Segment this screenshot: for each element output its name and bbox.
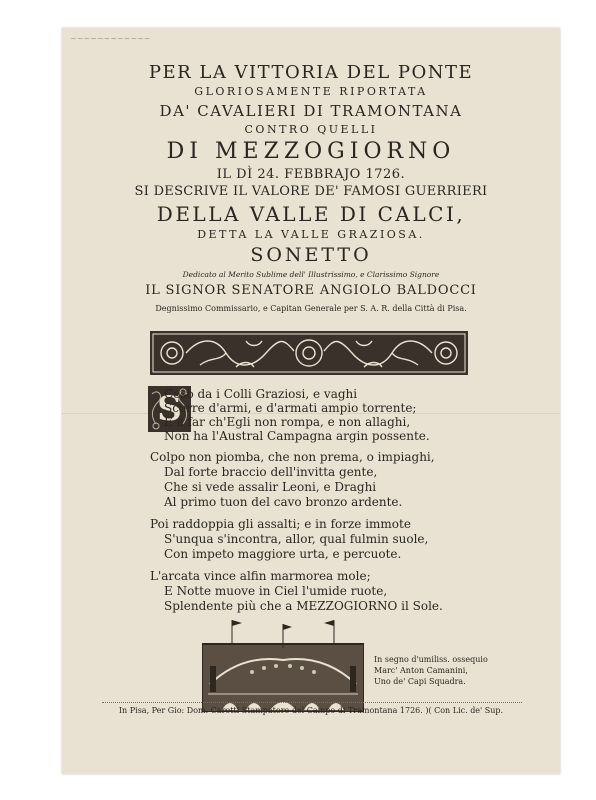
corner-pencil-note: ~~~~~~~~~~~~ [70, 34, 151, 43]
stanza-3-line-2: S'unqua s'incontra, allor, qual fulmin suole, [164, 532, 429, 546]
stanza-4-line-3: Splendente più che a MEZZOGIORNO il Sole. [164, 599, 443, 613]
stanza-2-line-4: Al primo tuon del cavo bronzo ardente. [164, 495, 403, 509]
stanza-2-line-1: Colpo non piomba, che non prema, o impiaghi, [150, 450, 435, 464]
title-line-9: DETTA LA VALLE GRAZIOSA. [197, 228, 425, 241]
ornamental-headpiece-icon [150, 331, 468, 375]
sonnet-heading: SONETTO [250, 244, 372, 266]
title-line-2: GLORIOSAMENTE RIPORTATA [194, 85, 428, 98]
title-line-3: DA' CAVALIERI DI TRAMONTANA [159, 102, 463, 120]
title-line-1: PER LA VITTORIA DEL PONTE [148, 62, 474, 83]
dedicatee-titles: Degnissimo Commissario, e Capitan Generale per S. A. R. della Città di Pisa. [155, 304, 467, 313]
stanza-2-line-2: Dal forte braccio dell'invitta gente, [164, 465, 378, 479]
title-line-8: DELLA VALLE DI CALCI, [156, 202, 466, 226]
dedicatee-name: IL SIGNOR SENATORE ANGIOLO BALDOCCI [145, 283, 477, 298]
dedication-line: Dedicato al Merito Sublime dell' Illustrissimo, e Clarissimo Signore [182, 270, 440, 279]
printer-imprint: In Pisa, Per Gio: Dom. Carotti Stampatore del Campo di Tramontana 1726. )( Con Lic. de' Sup. [118, 706, 504, 715]
stanza-1-line-4: Non ha l'Austral Campagna argin possente. [164, 429, 430, 443]
title-line-7: SI DESCRIVE IL VALORE DE' FAMOSI GUERRIERI [134, 184, 488, 199]
signature-line-1: In segno d'umiliss. ossequio [374, 655, 488, 664]
stanza-1-line-1: Ceso da i Colli Graziosi, e vaghi [164, 387, 358, 401]
dropcap-letter: S [157, 389, 182, 429]
bridge-woodcut-icon [202, 614, 364, 712]
stanza-1-line-2: Scorre d'armi, e d'armati ampio torrente; [164, 401, 417, 415]
signature-line-2: Marc' Anton Camanini, [374, 666, 468, 675]
title-line-5: DI MEZZOGIORNO [166, 139, 456, 164]
stanza-4-line-2: E Notte muove in Ciel l'umide ruote, [164, 584, 388, 598]
title-date: IL DÌ 24. FEBBRAJO 1726. [216, 167, 406, 182]
footer-rule [102, 702, 522, 703]
stanza-2-line-3: Che si vede assalir Leoni, e Draghi [164, 480, 377, 494]
broadsheet-content [62, 28, 560, 774]
stanza-3-line-1: Poi raddoppia gli assalti; e in forze immote [150, 517, 411, 531]
stanza-1-line-3: E a far ch'Egli non rompa, e non allaghi, [164, 415, 411, 429]
stanza-3-line-3: Con impeto maggiore urta, e percuote. [164, 547, 402, 561]
stanza-4-line-1: L'arcata vince alfin marmorea mole; [150, 569, 371, 583]
title-line-4: CONTRO QUELLI [244, 123, 378, 136]
signature-line-3: Uno de' Capi Squadra. [374, 677, 466, 686]
